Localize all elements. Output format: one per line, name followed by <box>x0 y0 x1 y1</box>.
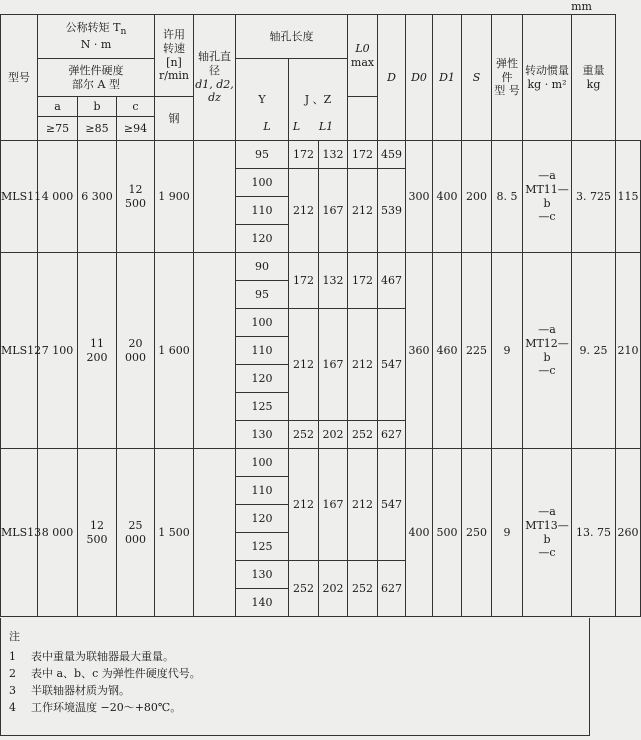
weight-cell: 115 <box>616 141 641 253</box>
bore-diameter: 100 <box>236 309 289 337</box>
header-model: 型号 <box>1 15 38 141</box>
length-J: 167 <box>319 169 348 253</box>
length-J: 132 <box>319 141 348 169</box>
header-type-JZ: J 、Z <box>289 59 348 141</box>
speed-cell: 1 500 <box>155 449 194 617</box>
dim-D0: 460 <box>433 253 462 449</box>
weight-cell: 210 <box>616 253 641 449</box>
header-L0-blank <box>348 97 378 141</box>
bore-diameter: 140 <box>236 589 289 617</box>
elastic-model: —a MT12—b —c <box>523 253 572 449</box>
length-L1: 172 <box>348 141 378 169</box>
header-type-Y: Y <box>236 59 289 141</box>
header-S: S <box>462 15 492 141</box>
dim-D1: 225 <box>462 253 492 449</box>
header-grade-c: c <box>117 97 155 117</box>
bore-diameter: 120 <box>236 225 289 253</box>
header-bore-length: 轴孔长度 <box>236 15 348 59</box>
length-L0: 547 <box>378 449 406 561</box>
length-L1: 252 <box>348 561 378 617</box>
inertia-cell: 9. 25 <box>572 253 616 449</box>
torque-a: 4 000 <box>38 141 78 253</box>
coupling-spec-table <box>0 14 641 141</box>
model-cell: MLS12 <box>1 253 38 449</box>
length-L0: 627 <box>378 561 406 617</box>
length-L0: 547 <box>378 309 406 421</box>
header-grade-a: a <box>38 97 78 117</box>
header-D1: D1 <box>433 15 462 141</box>
inertia-cell: 13. 75 <box>572 449 616 617</box>
model-cell: MLS11 <box>1 141 38 253</box>
length-L1: 172 <box>348 253 378 309</box>
length-J: 167 <box>319 449 348 561</box>
torque-c: 12 500 <box>117 141 155 253</box>
sub-L-y: L <box>263 120 271 133</box>
header-D0: D0 <box>406 15 433 141</box>
model-cell: MLS13 <box>1 449 38 617</box>
torque-b: 11 200 <box>78 253 117 449</box>
header-speed: 许用 转速 [n] r/min <box>155 15 194 97</box>
elastic-model: —a MT11—b —c <box>523 141 572 253</box>
length-J: 202 <box>319 561 348 617</box>
notes-section <box>0 618 590 736</box>
blank-cell <box>194 449 236 617</box>
bore-diameter: 125 <box>236 533 289 561</box>
bore-diameter: 125 <box>236 393 289 421</box>
dim-D: 300 <box>406 141 433 253</box>
bore-diameter: 110 <box>236 337 289 365</box>
sub-L-j: L <box>292 120 301 133</box>
torque-b: 12 500 <box>78 449 117 617</box>
dim-D1: 250 <box>462 449 492 617</box>
header-torque: 公称转矩 $T_n$ N · m <box>38 15 155 59</box>
speed-cell: 1 600 <box>155 253 194 449</box>
length-L0: 539 <box>378 169 406 253</box>
dim-D: 400 <box>406 449 433 617</box>
header-L0: L0 max <box>348 15 378 97</box>
length-L1: 212 <box>348 309 378 421</box>
header-weight: 重量 kg <box>572 15 616 141</box>
bore-diameter: 100 <box>236 449 289 477</box>
length-Y: 212 <box>289 309 319 421</box>
blank-cell <box>194 141 236 253</box>
header-bore-diameter: 轴孔直径 d1, d2, dz <box>194 15 236 141</box>
length-L1: 212 <box>348 169 378 253</box>
length-Y: 252 <box>289 421 319 449</box>
length-J: 202 <box>319 421 348 449</box>
header-grade-b: b <box>78 97 117 117</box>
length-L1: 252 <box>348 421 378 449</box>
notes-title: 注 <box>9 630 20 643</box>
bore-diameter: 110 <box>236 197 289 225</box>
length-Y: 212 <box>289 449 319 561</box>
dim-D1: 200 <box>462 141 492 253</box>
length-J: 132 <box>319 253 348 309</box>
dim-D: 360 <box>406 253 433 449</box>
coupling-spec-body <box>0 140 641 617</box>
dim-S: 8. 5 <box>492 141 523 253</box>
header-hardness: 弹性件硬度 部尔 A 型 <box>38 59 155 97</box>
torque-c: 25 000 <box>117 449 155 617</box>
elastic-model: —a MT13—b —c <box>523 449 572 617</box>
length-Y: 172 <box>289 253 319 309</box>
dim-S: 9 <box>492 449 523 617</box>
length-L0: 627 <box>378 421 406 449</box>
length-L0: 467 <box>378 253 406 309</box>
speed-cell: 1 900 <box>155 141 194 253</box>
header-range-b: ≥85 <box>78 117 117 141</box>
sub-L1: L1 <box>318 120 334 133</box>
length-Y: 172 <box>289 141 319 169</box>
dim-S: 9 <box>492 253 523 449</box>
length-L0: 459 <box>378 141 406 169</box>
length-Y: 252 <box>289 561 319 617</box>
inertia-cell: 3. 725 <box>572 141 616 253</box>
dim-D0: 400 <box>433 141 462 253</box>
length-L1: 212 <box>348 449 378 561</box>
header-D: D <box>378 15 406 141</box>
torque-a: 7 100 <box>38 253 78 449</box>
bore-diameter: 95 <box>236 281 289 309</box>
header-range-c: ≥94 <box>117 117 155 141</box>
header-inertia: 转动惯量 kg · m² <box>523 15 572 141</box>
length-J: 167 <box>319 309 348 421</box>
bore-diameter: 110 <box>236 477 289 505</box>
bore-diameter: 120 <box>236 365 289 393</box>
bore-diameter: 90 <box>236 253 289 281</box>
note-item: 2 表中 a、b、c 为弹性件硬度代号。 <box>9 667 201 680</box>
bore-diameter: 120 <box>236 505 289 533</box>
header-steel: 钢 <box>155 97 194 141</box>
note-item: 4 工作环境温度 −20～+80℃。 <box>9 701 182 714</box>
header-range-a: ≥75 <box>38 117 78 141</box>
torque-c: 20 000 <box>117 253 155 449</box>
torque-b: 6 300 <box>78 141 117 253</box>
note-item: 3 半联轴器材质为钢。 <box>9 684 130 697</box>
note-item: 1 表中重量为联轴器最大重量。 <box>9 650 174 663</box>
header-elastic-model: 弹性件 型 号 <box>492 15 523 141</box>
dim-D0: 500 <box>433 449 462 617</box>
bore-diameter: 130 <box>236 421 289 449</box>
torque-a: 8 000 <box>38 449 78 617</box>
weight-cell: 260 <box>616 449 641 617</box>
unit-label: mm <box>571 0 592 13</box>
bore-diameter: 95 <box>236 141 289 169</box>
blank-cell <box>194 253 236 449</box>
length-Y: 212 <box>289 169 319 253</box>
bore-diameter: 100 <box>236 169 289 197</box>
bore-diameter: 130 <box>236 561 289 589</box>
